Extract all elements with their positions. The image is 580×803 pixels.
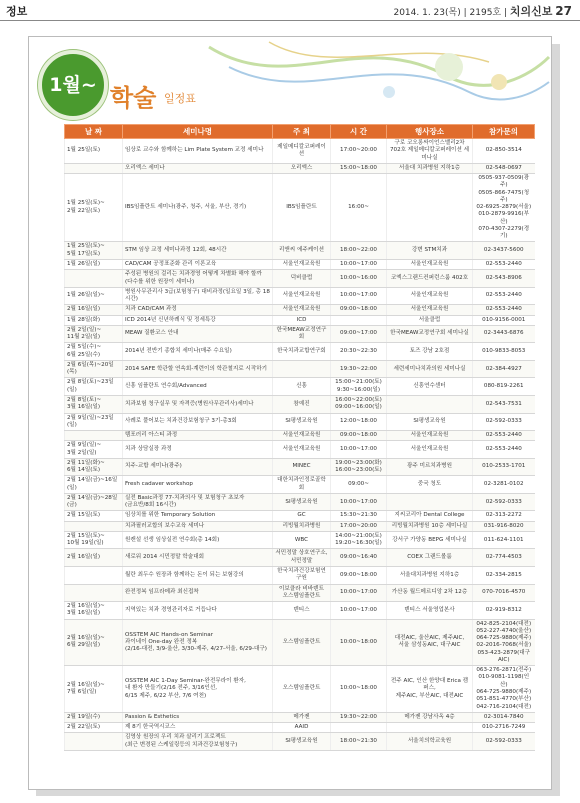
cell-host: 메가젠 — [273, 712, 331, 722]
cell-time: 10:00~16:00 — [331, 270, 387, 288]
cell-host: GC — [273, 511, 331, 521]
table-row — [65, 723, 535, 733]
table-row — [65, 343, 535, 361]
cell-date: 2월 15일(토)~ 10월 19일(일) — [65, 531, 123, 549]
cell-time: 16:00~ — [331, 174, 387, 242]
cell-seminar: 새로워 2014 시민정말 학술대회 — [123, 549, 273, 567]
cell-host: AAID — [273, 723, 331, 733]
newspaper-name: 치의신보 — [509, 5, 553, 18]
cell-time: 09:00~18:00 — [331, 567, 387, 585]
cell-contact: 011-624-1101 — [473, 531, 535, 549]
cell-seminar: Passion & Esthetics — [123, 712, 273, 722]
cell-venue: 광주 미르치과병원 — [387, 458, 473, 476]
cell-time: 17:00~20:00 — [331, 521, 387, 531]
cell-contact: 010-2533-1701 — [473, 458, 535, 476]
cell-time: 15:00~21:00(토) 9:30~16:00(일) — [331, 378, 387, 396]
cell-contact: 02-3281-0102 — [473, 476, 535, 494]
cell-host: 제일메디칼코퍼레이션 — [273, 139, 331, 164]
cell-time: 19:00~23:00(화) 16:00~23:00(토) — [331, 458, 387, 476]
cell-contact: 02-3443-6876 — [473, 325, 535, 343]
cell-seminar: 임상로 교수와 함께하는 Lim Plate System 교정 세미나 — [123, 139, 273, 164]
cell-contact: 063-276-2871(전주) 010-9081-1198(인산) 064-725-9880(제주) 051-851-4770(부산) 042-716-2104(대전) — [473, 666, 535, 713]
cell-date — [65, 270, 123, 288]
cell-time: 10:00~17:00 — [331, 287, 387, 305]
cell-host: ICD — [273, 315, 331, 325]
cell-host: 덕비클럽 — [273, 270, 331, 288]
cell-contact: 02-3014-7840 — [473, 712, 535, 722]
cell-host: 서민정말 상호연구소, 서민정말 — [273, 549, 331, 567]
cell-venue: 중국 청도 — [387, 476, 473, 494]
cell-seminar: 임상치를 위한 Temporary Solution — [123, 511, 273, 521]
cell-date: 2월 8일(토)~ 3월 16일(일) — [65, 395, 123, 413]
cell-venue: COEX 그랜드볼룸 — [387, 549, 473, 567]
cell-host: 한국치과교합연구회 — [273, 343, 331, 361]
column-header-date: 날 짜 — [65, 125, 123, 139]
table-row — [65, 360, 535, 378]
cell-venue: 서울대치과병원 지하1층 — [387, 567, 473, 585]
cell-seminar: 템포러리 아스티 과정 — [123, 431, 273, 441]
cell-contact: 02-553-2440 — [473, 259, 535, 269]
cell-date: 2월 5일(수)~ 6월 25일(수) — [65, 343, 123, 361]
table-row — [65, 531, 535, 549]
cell-time: 09:00~18:00 — [331, 305, 387, 315]
cell-contact: 02-384-4927 — [473, 360, 535, 378]
cell-seminar: 원캔설 선생 임상실전 연수회(총 14회) — [123, 531, 273, 549]
month-badge — [38, 50, 108, 120]
cell-date: 2월 19일(수) — [65, 712, 123, 722]
cell-date: 2월 16일(일) — [65, 549, 123, 567]
table-row — [65, 259, 535, 269]
cell-contact: 02-592-0333 — [473, 733, 535, 751]
cell-date — [65, 521, 123, 531]
cell-venue: 서울인재교육원 — [387, 431, 473, 441]
table-row — [65, 458, 535, 476]
cell-venue: 메가젠 강남사옥 4층 — [387, 712, 473, 722]
month-badge-label: 1월~ — [49, 74, 97, 96]
cell-date: 2월 8일(토)~23일(일) — [65, 378, 123, 396]
cell-venue: 구로 코오롱싸이언스밸리2차 702호 제일메디칼코퍼레이션 세미나실 — [387, 139, 473, 164]
cell-date: 2월 14일(금)~16일(일) — [65, 476, 123, 494]
cell-date — [65, 163, 123, 173]
table-row — [65, 733, 535, 751]
cell-contact: 02-313-2272 — [473, 511, 535, 521]
cell-contact: 02-774-4503 — [473, 549, 535, 567]
cell-date: 2월 16일(일)~ 3월 16일(일) — [65, 602, 123, 620]
cell-seminar: 치과보험 청구실무 및 자격증(병원사무관리사)세미나 — [123, 395, 273, 413]
table-header-row — [65, 125, 535, 139]
cell-time: 17:00~20:00 — [331, 139, 387, 164]
cell-host: 오리엑스 — [273, 163, 331, 173]
cell-seminar: Fresh cadaver workshop — [123, 476, 273, 494]
cell-contact: 02-543-8906 — [473, 270, 535, 288]
cell-contact: 02-919-8312 — [473, 602, 535, 620]
cell-host: WBC — [273, 531, 331, 549]
cell-date: 2월 16일(일)~ 7월 6일(일) — [65, 666, 123, 713]
cell-date — [65, 567, 123, 585]
cell-contact: 042-825-2104(대전) 052-227-4740(울산) 064-725-9880(제주) 02-2016-7068(서울) 053-423-2879(대구AIC) — [473, 619, 535, 666]
cell-venue: 서울인재교육원 — [387, 259, 473, 269]
column-header-time: 시 간 — [331, 125, 387, 139]
cell-host: 리앤씨 에주케이션 — [273, 242, 331, 260]
issue-number: 2195호 — [469, 8, 502, 18]
table-row — [65, 619, 535, 666]
cell-time: 09:00~16:40 — [331, 549, 387, 567]
cell-host: 오스템임플란트 — [273, 666, 331, 713]
cell-time: 20:30~22:30 — [331, 343, 387, 361]
cell-contact: 02-553-2440 — [473, 431, 535, 441]
cell-venue: 한국MEAW교정연구회 세미나실 — [387, 325, 473, 343]
cell-venue: 서울대 치과병원 지하1층 — [387, 163, 473, 173]
cell-host: 서울인재교육원 — [273, 305, 331, 315]
cell-venue: 가산동 월드메르디앙 2차 12층 — [387, 584, 473, 602]
cell-date — [65, 431, 123, 441]
cell-date — [65, 733, 123, 751]
table-row — [65, 584, 535, 602]
cell-time: 16:00~22:00(토) 09:00~16:00(일) — [331, 395, 387, 413]
cell-date: 1월 26일(일)~ — [65, 287, 123, 305]
table-row — [65, 163, 535, 173]
cell-time: 09:00~ — [331, 476, 387, 494]
table-row — [65, 378, 535, 396]
table-row — [65, 431, 535, 441]
cell-contact: 080-819-2261 — [473, 378, 535, 396]
cell-venue: 코엑스그랜드컨퍼런스룸 402호 — [387, 270, 473, 288]
table-row — [65, 521, 535, 531]
cell-contact: 02-592-0333 — [473, 413, 535, 431]
cell-contact: 02-334-2815 — [473, 567, 535, 585]
cell-seminar: OSSTEM AIC 1-Day Seminar-완전무라이 환자, 내 환자 만들기(2/16 전주, 3/16인선, 6/15 제주, 6/22 부산, 7/6 여천) — [123, 666, 273, 713]
cell-seminar: 지역있는 치과 경영관리자로 거듭나다 — [123, 602, 273, 620]
cell-venue: 서울클럽 — [387, 315, 473, 325]
cell-time: 10:00~17:00 — [331, 584, 387, 602]
cell-seminar: 주성된 병원의 걸리는 치과경영 어떻게 차별화 해야 할까 (다수를 위한 원장이 세미나) — [123, 270, 273, 288]
header-info — [393, 3, 572, 19]
table-row — [65, 139, 535, 164]
cell-time: 18:00~22:00 — [331, 242, 387, 260]
cell-contact: 02-850-3514 — [473, 139, 535, 164]
cell-seminar: 오리엑스 세미나 — [123, 163, 273, 173]
cell-time — [331, 315, 387, 325]
cell-date: 1월 25일(토) — [65, 139, 123, 164]
table-row — [65, 441, 535, 459]
cell-venue: 강변 STM치과 — [387, 242, 473, 260]
cell-host: 오스템임플란트 — [273, 619, 331, 666]
table-row — [65, 567, 535, 585]
cell-time: 10:00~17:00 — [331, 602, 387, 620]
cell-seminar: 치과 CAD/CAM 과정 — [123, 305, 273, 315]
cell-host: 덴티스 — [273, 602, 331, 620]
cell-contact: 02-543-7531 — [473, 395, 535, 413]
cell-host: SI평생교육원 — [273, 493, 331, 511]
cell-venue: 덴티스 서울영업본사 — [387, 602, 473, 620]
cell-host: 한국치과건강보험연구원 — [273, 567, 331, 585]
cell-host: 한국MEAW교정연구회 — [273, 325, 331, 343]
table-row — [65, 242, 535, 260]
cell-host: SI평생교육원 — [273, 413, 331, 431]
table-row — [65, 549, 535, 567]
cell-venue: 서울인재교육원 — [387, 305, 473, 315]
cell-seminar: 2014년 전반기 종합치 세미나(매주 수요일) — [123, 343, 273, 361]
cell-time: 15:00~18:00 — [331, 163, 387, 173]
cell-venue: 서울인재교육원 — [387, 287, 473, 305]
cell-seminar: 완전정복 임프라메과 최신접착 — [123, 584, 273, 602]
cell-venue: 서울치의학교육원 — [387, 733, 473, 751]
cell-time: 10:00~17:00 — [331, 493, 387, 511]
cell-time: 10:00~18:00 — [331, 619, 387, 666]
column-header-venue: 행사장소 — [387, 125, 473, 139]
cell-venue: 토즈 강남 2호점 — [387, 343, 473, 361]
cell-time: 19:30~22:00 — [331, 360, 387, 378]
cell-host: 참예진 — [273, 395, 331, 413]
cell-host: SI평생교육원 — [273, 733, 331, 751]
issue-date: 2014. 1. 23(목) — [393, 8, 461, 18]
cell-seminar: ICD 2014년 신년하례식 및 정세특강 — [123, 315, 273, 325]
cell-contact: 031-916-8020 — [473, 521, 535, 531]
header-divider: | — [463, 8, 470, 18]
cell-time: 19:30~22:00 — [331, 712, 387, 722]
cell-date: 1월 25일(토)~ 5월 17일(토) — [65, 242, 123, 260]
cell-contact: 0505-937-0509(광주) 0505-866-7475(청주) 02-6925-2879(서울) 010-2879-9916(부산) 070-4307-2279(경기) — [473, 174, 535, 242]
table-row — [65, 476, 535, 494]
cell-venue — [387, 395, 473, 413]
cell-venue: 강서구 가양동 BEPG 세미나실 — [387, 531, 473, 549]
page-header — [0, 0, 580, 21]
header-divider: | — [504, 8, 510, 18]
cell-date: 2월 15일(토) — [65, 511, 123, 521]
cell-seminar: IBS임플란트 세미나(광주, 청주, 서울, 부산, 경기) — [123, 174, 273, 242]
cell-host: IBS임플란트 — [273, 174, 331, 242]
page-number: 27 — [555, 4, 572, 18]
table-row — [65, 413, 535, 431]
cell-host: 리빙월치과병원 — [273, 521, 331, 531]
cell-contact: 02-553-2440 — [473, 287, 535, 305]
table-row — [65, 287, 535, 305]
cell-date: 2월 16일(일)~ 6월 29일(일) — [65, 619, 123, 666]
cell-contact: 02-548-0697 — [473, 163, 535, 173]
cell-seminar: STM 임상 교정 세미나과정 12회, 48시간 — [123, 242, 273, 260]
cell-date: 2월 11일(화)~ 6월 14일(토) — [65, 458, 123, 476]
cell-venue: 서울인재교육원 — [387, 441, 473, 459]
cell-contact: 010-2716-7249 — [473, 723, 535, 733]
cell-venue: 신흥연수센터 — [387, 378, 473, 396]
cell-seminar: 병원사무관리사 3급(보험청구) 대비과정(일요일 3일, 총 18시간) — [123, 287, 273, 305]
cell-seminar: CAD/CAM 공정표준화 관리 이론교육 — [123, 259, 273, 269]
cell-time: 09:00~17:00 — [331, 325, 387, 343]
cell-host: 대한치과인정로골학회 — [273, 476, 331, 494]
table-row — [65, 395, 535, 413]
table-row — [65, 712, 535, 722]
cell-seminar: 치과 상담실장 과정 — [123, 441, 273, 459]
cell-seminar: 치과필러교합의 보수교육 세미나 — [123, 521, 273, 531]
cell-venue: 세련세미나치과의원 세미나실 — [387, 360, 473, 378]
cell-time: 10:00~18:00 — [331, 666, 387, 713]
cell-time — [331, 723, 387, 733]
cell-host: 서울인재교육원 — [273, 431, 331, 441]
cell-date: 2월 22일(토) — [65, 723, 123, 733]
table-row — [65, 315, 535, 325]
table-row — [65, 493, 535, 511]
page-title: 학술 — [110, 84, 157, 112]
cell-time: 10:00~17:00 — [331, 441, 387, 459]
cell-date: 1월 25일(토)~ 2월 22일(토) — [65, 174, 123, 242]
cell-seminar: 제 8기 한국역시코스 — [123, 723, 273, 733]
table-row — [65, 325, 535, 343]
cell-venue: SI평생교육원 — [387, 413, 473, 431]
column-header-seminar: 세미나명 — [123, 125, 273, 139]
cell-venue — [387, 723, 473, 733]
cell-contact: 02-553-2440 — [473, 441, 535, 459]
cell-venue: 리빙월치과병원 10층 세미나실 — [387, 521, 473, 531]
cell-host: 서울인재교육원 — [273, 287, 331, 305]
cell-host: 서울인재교육원 — [273, 259, 331, 269]
table-row — [65, 602, 535, 620]
cell-date: 2월 16일(일) — [65, 305, 123, 315]
cell-date — [65, 584, 123, 602]
cell-seminar: MEAW 질환코스 안내 — [123, 325, 273, 343]
cell-seminar: 치주-교합 세미나(광주) — [123, 458, 273, 476]
table-row — [65, 305, 535, 315]
cell-host: 신흥 — [273, 378, 331, 396]
cell-date: 2월 9일(일)~ 3월 2일(일) — [65, 441, 123, 459]
cell-seminar: 김영상 원장의 우리 치과 살리기 프로젝트 (최근 변경된 스케일링등의 치과건강보험청구) — [123, 733, 273, 751]
cell-date: 2월 14일(금)~28일(금) — [65, 493, 123, 511]
table-row — [65, 511, 535, 521]
cell-venue: 전주 AIC, 인산 한양대 Erica 캠퍼스, 제주AIC, 부산AIC, 대전AIC — [387, 666, 473, 713]
table-row — [65, 174, 535, 242]
cell-seminar: 사례로 풀어보는 치과건강보험청구 3기-총3회 — [123, 413, 273, 431]
cell-time: 12:00~18:00 — [331, 413, 387, 431]
cell-host: MINEC — [273, 458, 331, 476]
cell-date: 2월 9일(일)~23일(일) — [65, 413, 123, 431]
cell-time: 18:00~21:30 — [331, 733, 387, 751]
cell-contact: 02-553-2440 — [473, 305, 535, 315]
cell-seminar: 2014 SAFE 학관할 연속회-계련이의 학관철지로 시작하기 — [123, 360, 273, 378]
cell-time: 15:30~21:30 — [331, 511, 387, 521]
cell-date: 1월 26일(일) — [65, 259, 123, 269]
section-label: 정보 — [6, 5, 28, 18]
cell-contact: 010-9833-8053 — [473, 343, 535, 361]
cell-date: 2월 6일(목)~20일(목) — [65, 360, 123, 378]
seminar-schedule-table — [64, 124, 535, 751]
cell-time: 10:00~17:00 — [331, 259, 387, 269]
cell-time: 09:00~18:00 — [331, 431, 387, 441]
cell-seminar: 신흥 임플란트 연수회/Advanced — [123, 378, 273, 396]
cell-host — [273, 360, 331, 378]
cell-contact: 02-592-0333 — [473, 493, 535, 511]
cell-seminar: OSSTEM AIC Hands-on Seminar 과이네이 One-day 완전 정복 (2/16-대전, 3/9-울산, 3/30-제주, 4/27-서울, 6/29-대구) — [123, 619, 273, 666]
cell-contact: 02-3437-5600 — [473, 242, 535, 260]
cell-venue: 대전AIC, 울산AIC, 제주AIC, 서울 삼성동AIC, 대구AIC — [387, 619, 473, 666]
table-row — [65, 270, 535, 288]
page-subtitle: 일정표 — [164, 92, 196, 105]
cell-date: 1월 28일(화) — [65, 315, 123, 325]
cell-seminar: 월란 최두수 원장과 함께하는 돈이 되는 보험강의 — [123, 567, 273, 585]
table-row — [65, 666, 535, 713]
cell-time: 14:00~21:00(토) 19:20~16:30(일) — [331, 531, 387, 549]
cell-host: 서울인재교육원 — [273, 441, 331, 459]
column-header-host: 주 최 — [273, 125, 331, 139]
cell-date: 2월 2일(일)~ 11월 2일(일) — [65, 325, 123, 343]
column-header-contact: 참가문의 — [473, 125, 535, 139]
cell-venue — [387, 493, 473, 511]
cell-contact: 010-9156-0001 — [473, 315, 535, 325]
cell-venue — [387, 174, 473, 242]
cell-seminar: 실전 Basic과정 77-치과의사 및 보험청구 초보자 (금요반/8회 16시간) — [123, 493, 273, 511]
cell-host: 이보클라 비바덴트 오스템임플란트 — [273, 584, 331, 602]
cell-contact: 070-7016-4570 — [473, 584, 535, 602]
cell-venue: 지씨코리아 Dental College — [387, 511, 473, 521]
